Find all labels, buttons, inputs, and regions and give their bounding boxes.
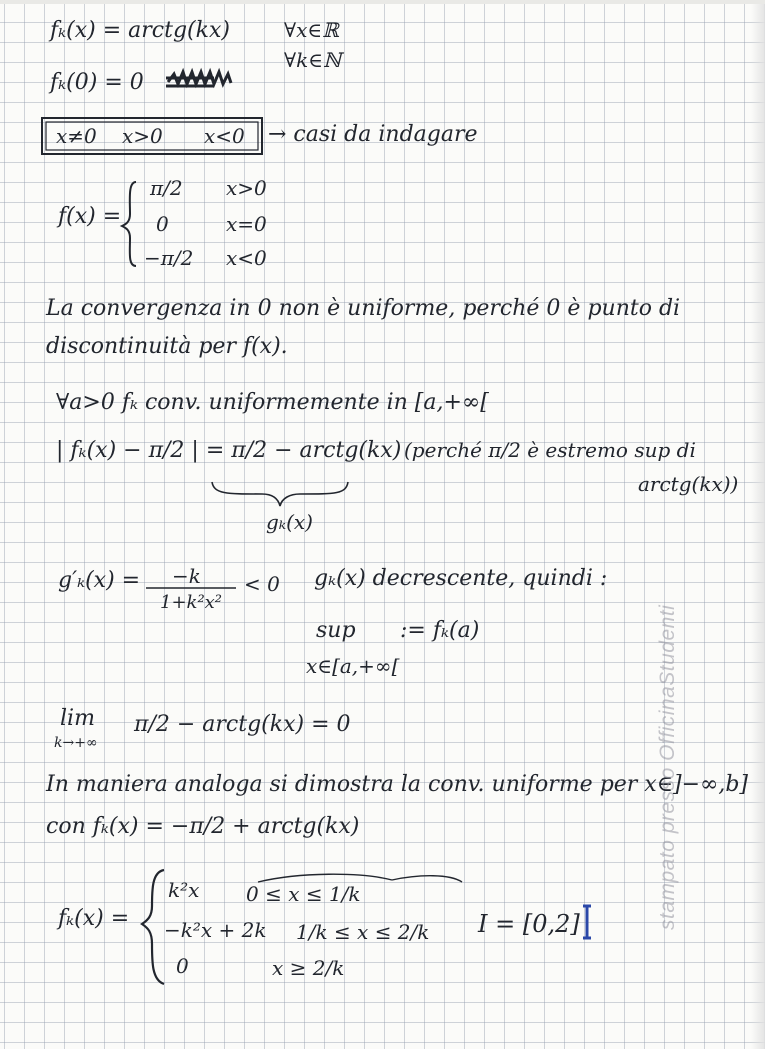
paragraph-line: La convergenza in 0 non è uniforme, perché 0 è punto di	[46, 296, 681, 321]
case-negative: x<0	[204, 124, 245, 148]
limit-row-cond: x<0	[226, 246, 267, 270]
piecewise-expr: −k²x + 2k	[164, 918, 267, 942]
paragraph-line: discontinuità per f(x).	[46, 334, 288, 359]
uniform-statement: ∀a>0 fₖ conv. uniformemente in [a,+∞[	[56, 390, 489, 415]
underbrace	[212, 482, 348, 506]
piecewise-cond: x ≥ 2/k	[272, 956, 345, 980]
case-positive: x>0	[122, 124, 163, 148]
interval: I = [0,2]	[478, 910, 580, 938]
piecewise-lhs: fₖ(x) =	[58, 906, 130, 931]
scribble	[166, 72, 231, 86]
piecewise-expr: k²x	[168, 878, 200, 902]
uniform-note-cont: arctg(kx))	[638, 472, 739, 496]
domain-k: ∀k∈ℕ	[284, 48, 342, 72]
derivative-sign: < 0	[244, 572, 280, 596]
brace-piecewise	[142, 870, 164, 984]
piecewise-cond: 1/k ≤ x ≤ 2/k	[296, 920, 430, 944]
piecewise-expr: 0	[176, 954, 189, 978]
sup-domain: x∈[a,+∞[	[306, 654, 400, 678]
page-top-edge	[0, 0, 765, 4]
limit-row-cond: x=0	[226, 212, 267, 236]
limit-subscript: k→+∞	[54, 735, 98, 751]
paragraph-line: In maniera analoga si dimostra la conv. uniforme per x∈]−∞,b]	[46, 772, 749, 797]
derivative-lhs: g′ₖ(x) =	[58, 568, 141, 593]
derivative-numerator: −k	[172, 564, 201, 588]
limit-operator: lim	[60, 706, 95, 731]
brace-limit	[122, 182, 136, 266]
domain-x: ∀x∈ℝ	[284, 18, 339, 42]
watermark: stampato presso OfficinaStudenti	[656, 604, 679, 930]
uniform-equation: | fₖ(x) − π/2 | = π/2 − arctg(kx)	[56, 438, 402, 463]
f-at-zero: fₖ(0) = 0	[50, 70, 144, 95]
page-edge	[751, 0, 765, 1049]
piecewise-cond: 0 ≤ x ≤ 1/k	[246, 882, 361, 906]
brace-label: gₖ(x)	[266, 510, 313, 534]
limit-row-value: 0	[156, 212, 169, 236]
limit-expression: π/2 − arctg(kx) = 0	[134, 712, 351, 737]
limit-fn-lhs: f(x) =	[58, 204, 122, 229]
uniform-note: (perché π/2 è estremo sup di	[404, 438, 696, 462]
limit-row-value: π/2	[150, 176, 183, 200]
limit-row-cond: x>0	[226, 176, 267, 200]
derivative-denominator: 1+k²x²	[160, 592, 223, 613]
paragraph-line: con fₖ(x) = −π/2 + arctg(kx)	[46, 814, 360, 839]
derivative-text: gₖ(x) decrescente, quindi :	[314, 566, 608, 591]
case-nonzero: x≠0	[56, 124, 97, 148]
cases-label: → casi da indagare	[268, 122, 478, 147]
sup-operator: sup	[316, 618, 356, 643]
limit-row-value: −π/2	[144, 246, 194, 270]
function-definition: fₖ(x) = arctg(kx)	[50, 18, 230, 43]
sup-value: := fₖ(a)	[400, 618, 480, 643]
